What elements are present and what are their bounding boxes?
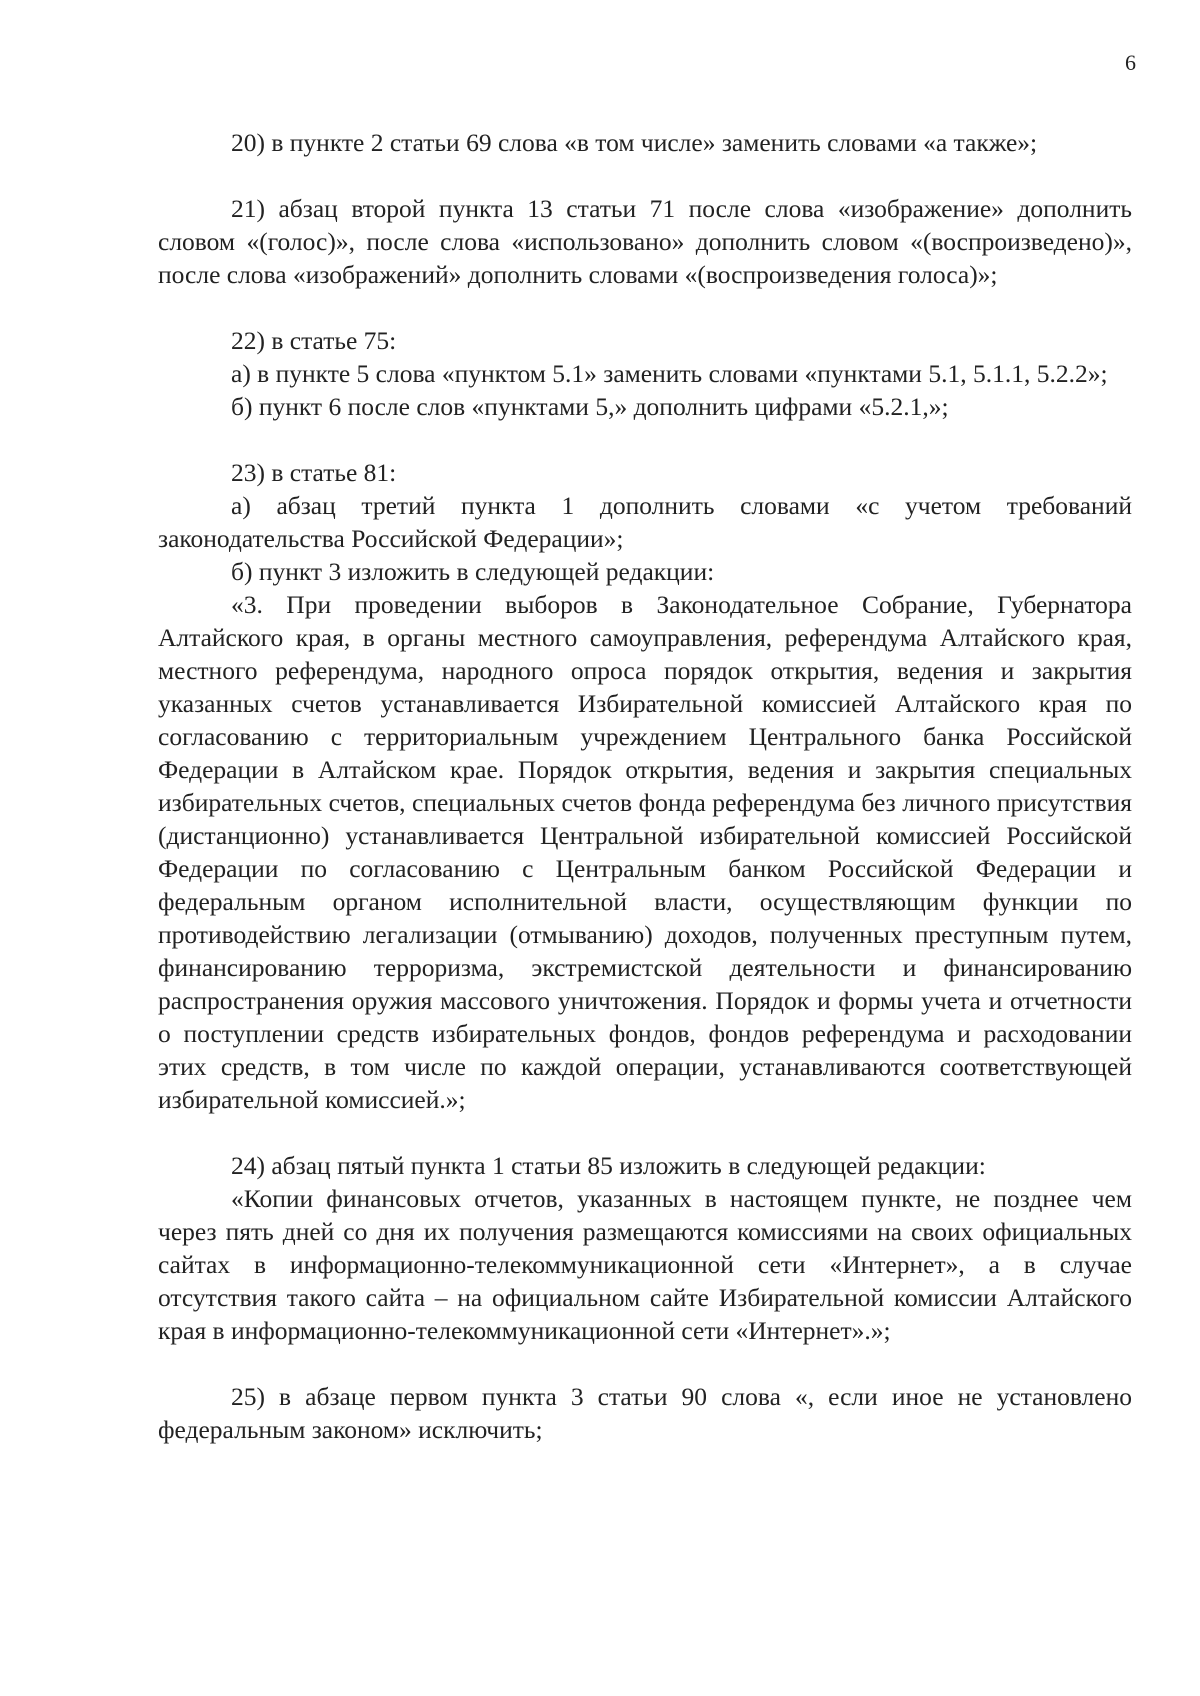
item-23-subitem-b: б) пункт 3 изложить в следующей редакции:	[231, 557, 715, 586]
item-20: 20) в пункте 2 статьи 69 слова «в том числе» заменить словами «а также»;	[231, 128, 1038, 157]
page-number: 6	[1125, 50, 1136, 75]
item-23-quoted-text: «3. При проведении выборов в Законодательное Собрание, Губернатора Алтайского края, в органы местного самоуправления, референдума Алтайского края, местного референдума, народного опроса порядок открытия, ведения и закрытия указанных счетов устанавливается Избирательной комиссией Алтайского края по согласованию с территориальным учреждением Центрального банка Российской Федерации в Алтайском крае. Порядок открытия, ведения и закрытия специальных избирательных счетов, специальных счетов фонда референдума без личного присутствия (дистанционно) устанавливается Центральной избирательной комиссией Российской Федерации по согласованию с Центральным банком Российской Федерации и федеральным органом исполнительной власти, осуществляющим функции по противодействию легализации (отмыванию) доходов, полученных преступным путем, финансированию терроризма, экстремистской деятельности и финансированию распространения оружия массового уничтожения. Порядок и формы учета и отчетности о поступлении средств избирательных фондов, фондов референдума и расходовании этих средств, в том числе по каждой операции, устанавливаются соответствующей избирательной комиссией.»;	[158, 590, 1132, 1114]
item-22-subitem-a: а) в пункте 5 слова «пунктом 5.1» заменить словами «пунктами 5.1, 5.1.1, 5.2.2»;	[231, 359, 1108, 388]
item-22-subitem-b: б) пункт 6 после слов «пунктами 5,» дополнить цифрами «5.2.1,»;	[231, 392, 949, 421]
item-22-heading: 22) в статье 75:	[231, 326, 397, 355]
item-24-heading: 24) абзац пятый пункта 1 статьи 85 изложить в следующей редакции:	[231, 1151, 986, 1180]
item-25: 25) в абзаце первом пункта 3 статьи 90 слова «, если иное не установлено федеральным законом» исключить;	[158, 1382, 1132, 1444]
item-24-quoted-text: «Копии финансовых отчетов, указанных в настоящем пункте, не позднее чем через пять дней со дня их получения размещаются комиссиями на своих официальных сайтах в информационно-телекоммуникационной сети «Интернет», а в случае отсутствия такого сайта – на официальном сайте Избирательной комиссии Алтайского края в информационно-телекоммуникационной сети «Интернет».»;	[158, 1184, 1132, 1345]
item-21: 21) абзац второй пункта 13 статьи 71 после слова «изображение» дополнить словом «(голос)», после слова «использовано» дополнить словом «(воспроизведено)», после слова «изображений» дополнить словами «(воспроизведения голоса)»;	[158, 194, 1132, 289]
item-23-heading: 23) в статье 81:	[231, 458, 397, 487]
document-body	[158, 126, 1132, 1446]
item-23-subitem-a: а) абзац третий пункта 1 дополнить словами «с учетом требований законодательства Российской Федерации»;	[158, 491, 1132, 553]
